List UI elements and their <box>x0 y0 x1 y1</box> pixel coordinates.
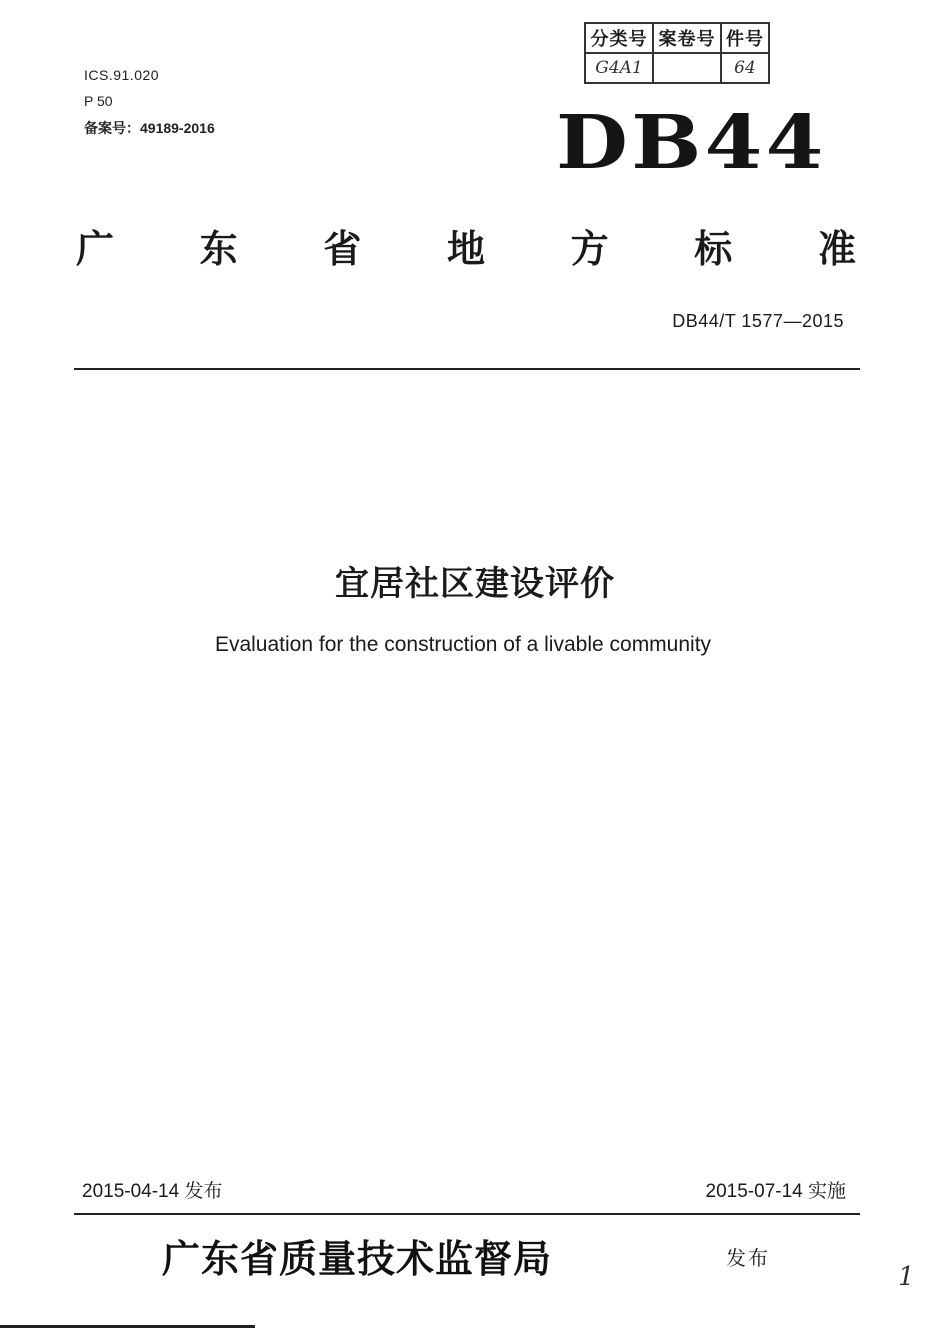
stamp-value-item: 64 <box>721 53 769 83</box>
standard-type-char: 地 <box>446 226 485 271</box>
title-english: Evaluation for the construction of a livable community <box>214 633 712 656</box>
record-number: 备案号：49189-2016 <box>84 120 215 136</box>
page-number: 1 <box>898 1262 915 1292</box>
stamp-value-file <box>653 53 721 83</box>
stamp-header-category: 分类号 <box>585 23 653 53</box>
issuer-suffix: 发布 <box>726 1246 770 1270</box>
scan-edge-mark <box>0 1325 255 1328</box>
standard-number: DB44/T 1577—2015 <box>672 311 844 331</box>
standard-type-heading <box>76 218 856 271</box>
standard-type-char: 省 <box>323 226 362 271</box>
publish-date: 2015-04-14 发布 <box>82 1181 223 1202</box>
title-chinese: 宜居社区建设评价 <box>335 564 615 604</box>
ics-code: ICS.91.020 <box>84 67 160 83</box>
standard-type-char: 方 <box>570 226 609 271</box>
stamp-header-item: 件号 <box>721 23 769 53</box>
standard-type-char: 东 <box>199 226 238 271</box>
standard-type-char: 广 <box>76 226 115 271</box>
bottom-divider <box>74 1213 860 1215</box>
stamp-header-file: 案卷号 <box>653 23 721 53</box>
top-divider <box>74 368 860 370</box>
standard-type-char: 准 <box>817 226 856 271</box>
stamp-value-category: G4A1 <box>585 53 653 83</box>
standard-type-char: 标 <box>694 226 733 271</box>
archive-stamp <box>584 22 770 84</box>
issuer-name: 广东省质量技术监督局 <box>162 1236 553 1281</box>
classification-code: P 50 <box>84 93 113 109</box>
db44-logo: DB44 <box>556 100 827 186</box>
implement-date: 2015-07-14 实施 <box>705 1181 846 1202</box>
